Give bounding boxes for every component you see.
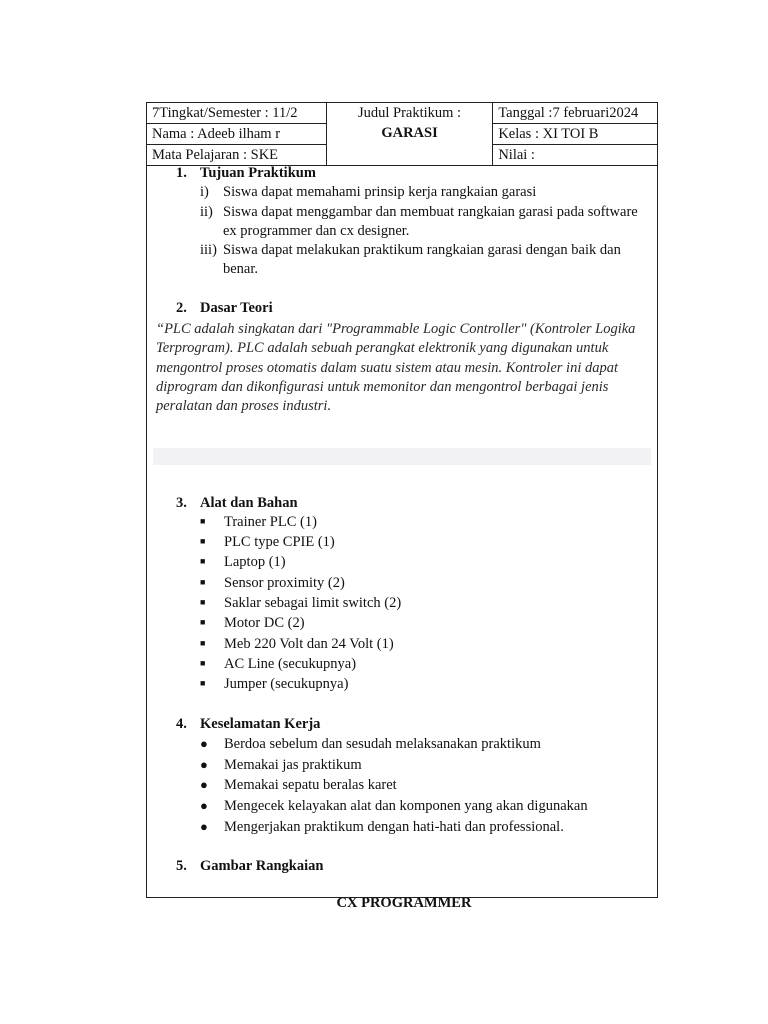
list-item: ● Mengecek kelayakan alat dan komponen yang akan digunakan bbox=[200, 796, 652, 817]
tingkat-cell: 7Tingkat/Semester : 11/2 bbox=[147, 103, 327, 124]
list-item: ■ Trainer PLC (1) bbox=[200, 513, 317, 530]
list-item: ● Memakai jas praktikum bbox=[200, 755, 652, 776]
square-bullet-icon: ■ bbox=[200, 678, 206, 689]
section-gambar-title: 5. Gambar Rangkaian bbox=[176, 857, 324, 874]
document-body bbox=[156, 164, 652, 913]
section-dasar-title: 2. Dasar Teori bbox=[176, 299, 273, 316]
cx-programmer-heading: CX PROGRAMMER bbox=[336, 895, 472, 912]
square-bullet-icon: ■ bbox=[200, 637, 206, 648]
list-item: ● Mengerjakan praktikum dengan hati-hati dan professional. bbox=[200, 817, 652, 838]
round-bullet-icon: ● bbox=[200, 798, 208, 814]
list-item: ● Memakai sepatu beralas karet bbox=[200, 775, 652, 796]
list-item: ■ Saklar sebagai limit switch (2) bbox=[200, 595, 402, 612]
tanggal-cell: Tanggal :7 februari2024 bbox=[493, 103, 658, 124]
section-tujuan-title: 1. Tujuan Praktikum bbox=[176, 165, 316, 181]
nilai-cell: Nilai : bbox=[493, 145, 658, 166]
list-item: ● Berdoa sebelum dan sesudah melaksanakan praktikum bbox=[200, 734, 652, 755]
list-item: iii) Siswa dapat melakukan praktikum rangkaian garasi dengan baik dan benar. bbox=[200, 242, 621, 278]
dasar-teori-paragraph: “PLC adalah singkatan dari "Programmable Logic Controller" (Kontroler Logika Terprogram). PLC adalah sebuah perangkat elektronik yang digunakan untuk mengontrol proses otomatis dalam suatu sistem atau mesin. Kontroler ini dapat diprogram dan dikonfigurasi untuk memonitor dan mengontrol berbagai jenis peralatan dan proses industri. bbox=[156, 321, 636, 415]
round-bullet-icon: ● bbox=[200, 735, 208, 751]
square-bullet-icon: ■ bbox=[200, 597, 206, 608]
judul-cell bbox=[326, 103, 493, 166]
round-bullet-icon: ● bbox=[200, 756, 208, 772]
list-item: ■ Laptop (1) bbox=[200, 554, 286, 571]
round-bullet-icon: ● bbox=[200, 777, 208, 793]
square-bullet-icon: ■ bbox=[200, 576, 206, 587]
square-bullet-icon: ■ bbox=[200, 515, 206, 526]
list-item: i) Siswa dapat memahami prinsip kerja rangkaian garasi bbox=[200, 184, 537, 201]
square-bullet-icon: ■ bbox=[200, 536, 206, 547]
mapel-cell: Mata Pelajaran : SKE bbox=[147, 145, 327, 166]
list-item: ■ Sensor proximity (2) bbox=[200, 574, 345, 591]
section-alat-title: 3. Alat dan Bahan bbox=[176, 494, 298, 511]
keselamatan-list bbox=[156, 734, 652, 838]
list-item: ii) Siswa dapat menggambar dan membuat rangkaian garasi pada software ex programmer dan cx designer. bbox=[200, 203, 638, 239]
tujuan-list bbox=[156, 183, 652, 279]
list-item: ■ PLC type CPIE (1) bbox=[200, 534, 335, 551]
list-item: ■ AC Line (secukupnya) bbox=[200, 655, 357, 672]
header-table bbox=[146, 102, 658, 166]
alat-list bbox=[156, 513, 652, 696]
nama-cell: Nama : Adeeb ilham r bbox=[147, 124, 327, 145]
list-item: ■ Meb 220 Volt dan 24 Volt (1) bbox=[200, 635, 394, 652]
judul-value: GARASI bbox=[381, 125, 438, 141]
list-item: ■ Jumper (secukupnya) bbox=[200, 676, 349, 693]
judul-label: Judul Praktikum : bbox=[357, 105, 462, 121]
square-bullet-icon: ■ bbox=[200, 556, 206, 567]
kelas-cell: Kelas : XI TOI B bbox=[493, 124, 658, 145]
square-bullet-icon: ■ bbox=[200, 657, 206, 668]
round-bullet-icon: ● bbox=[200, 819, 208, 835]
section-keselamatan-title: 4. Keselamatan Kerja bbox=[176, 715, 321, 732]
list-item: ■ Motor DC (2) bbox=[200, 615, 305, 632]
square-bullet-icon: ■ bbox=[200, 617, 206, 628]
